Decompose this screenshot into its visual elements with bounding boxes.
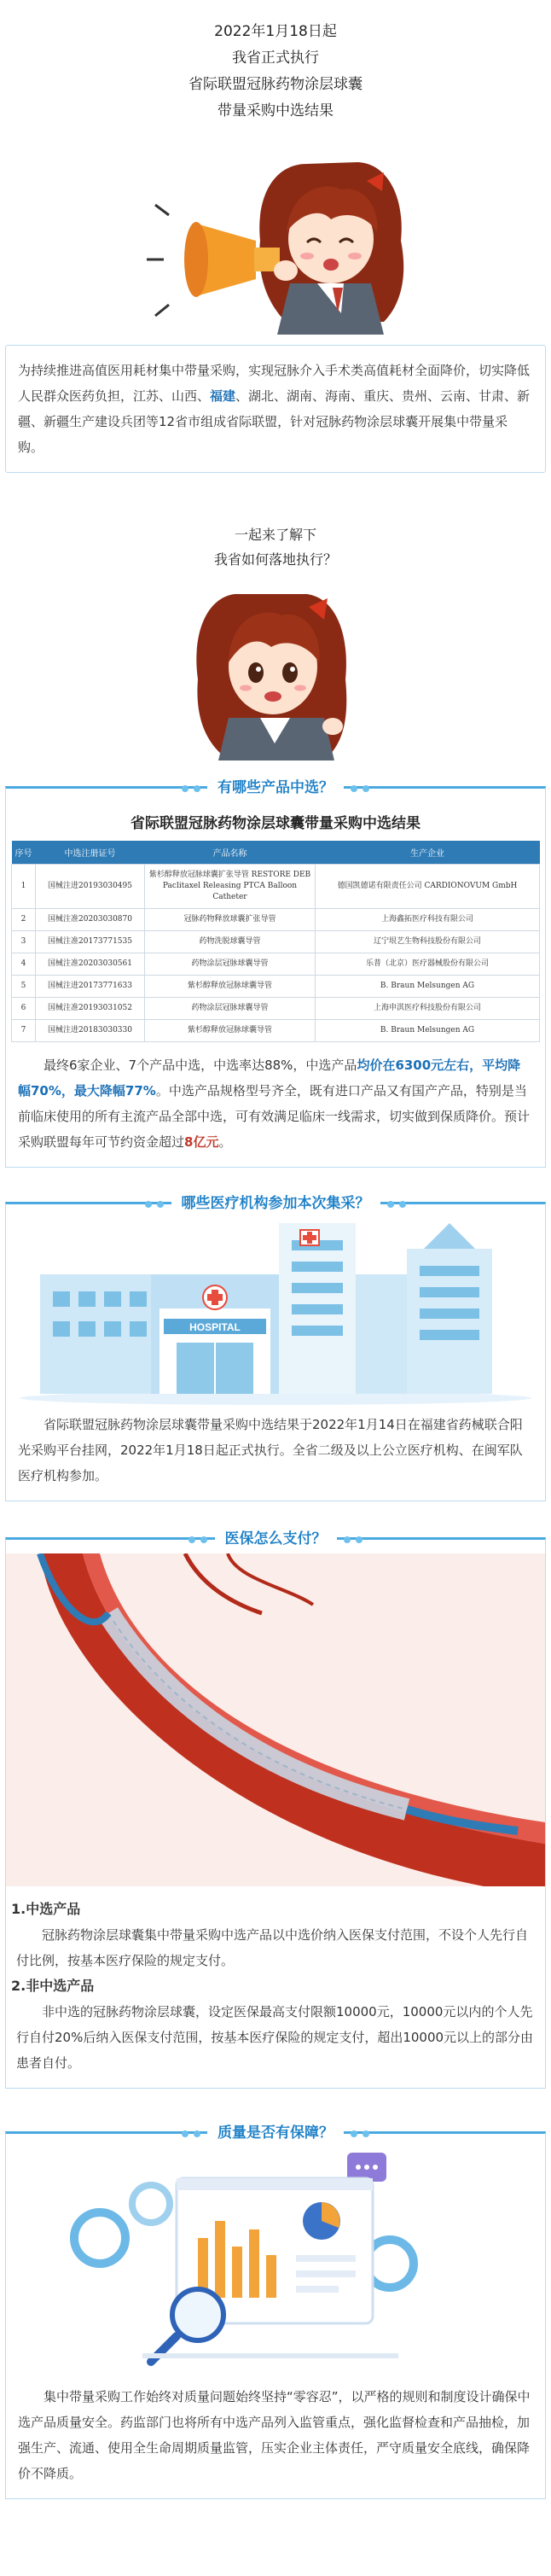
heading-dot-icon [157, 1201, 164, 1208]
products-para-a: 最终6家企业、7个产品中选，中选率达88%，中选产品 [44, 1058, 357, 1073]
table-cell: 国械注进20193030495 [36, 865, 145, 909]
cartoon-girl-megaphone-illustration [0, 130, 551, 343]
heading-dot-icon [194, 785, 200, 792]
table-row [12, 1020, 540, 1042]
table-cell: 2 [12, 909, 36, 931]
heading-dot-icon [145, 1201, 152, 1208]
together-line-2: 我省如何落地执行？ [213, 551, 337, 568]
summary-box [5, 345, 546, 473]
balloon-catheter-illustration [6, 1553, 545, 1886]
institutions-heading [6, 1192, 545, 1215]
table-cell: 药物洗脱球囊导管 [145, 931, 316, 953]
intro-line-3: 省际联盟冠脉药物涂层球囊 [188, 76, 362, 93]
summary-text-1: 为持续推进高值医用耗材集中带量采购，实现冠脉介入手术类高值耗材全面降价，切实降低人民群众医药负担，江苏、山西、 [18, 363, 531, 404]
table-header-cell: 产品名称 [145, 841, 316, 865]
heading-dot-icon [200, 1536, 207, 1543]
cartoon-girl-megaphone [0, 130, 551, 343]
institutions-paragraph [6, 1412, 545, 1489]
table-cell: 1 [12, 865, 36, 909]
table-cell: 紫杉醇释放冠脉球囊扩张导管 RESTORE DEB Paclitaxel Releasing PTCA Balloon Catheter [145, 865, 316, 909]
intro-line-2: 我省正式执行 [232, 50, 319, 67]
balloon-catheter-image [6, 1553, 545, 1886]
table-cell: 4 [12, 953, 36, 976]
table-cell: 国械注准20203030870 [36, 909, 145, 931]
insurance-content [6, 1897, 545, 2076]
heading-dot-icon [182, 2130, 188, 2137]
result-table [11, 804, 540, 1042]
table-cell: 6 [12, 998, 36, 1020]
heading-dot-icon [344, 1536, 351, 1543]
hospital-illustration [6, 1215, 545, 1407]
products-heading-label: 有哪些产品中选？ [207, 777, 344, 799]
products-para-highlight: 均价在6300元左右，平均降幅70%，最大降幅77% [18, 1058, 521, 1099]
heading-dot-icon [351, 2130, 357, 2137]
table-cell: 冠脉药物释放球囊扩张导管 [145, 909, 316, 931]
quality-heading [6, 2122, 545, 2144]
heading-dot-icon [399, 1201, 406, 1208]
intro-line-1: 2022年1月18日起 [214, 23, 337, 40]
products-para-b: 。中选产品规格型号齐全，既有进口产品又有国产产品，特别是当前临床使用的所有主流产品全部中选，可有效满足临床一线需求，切实做到保质降价。预计采购联盟每年可节约资金超过 [18, 1083, 531, 1150]
table-row [12, 998, 540, 1020]
insurance-label-1: 1.中选产品 [11, 1901, 81, 1917]
result-table-title: 省际联盟冠脉药物涂层球囊带量采购中选结果 [130, 815, 420, 832]
table-cell: B. Braun Melsungen AG [316, 1020, 540, 1042]
table-cell: 国械注进20173771633 [36, 976, 145, 998]
quality-heading-label: 质量是否有保障？ [207, 2122, 344, 2144]
table-cell: 3 [12, 931, 36, 953]
heading-dot-icon [194, 2130, 200, 2137]
quality-para: 集中带量采购工作始终对质量问题始终坚持“零容忍”，以严格的规则和制度设计确保中选产品质量安全。药监部门也将所有中选产品列入监管重点，强化监督检查和产品抽检，加强生产、流通、使用全生命周期质量监管，压实企业主体责任，严守质量安全底线，确保降价不降质。 [18, 2389, 531, 2481]
products-paragraph [6, 1052, 545, 1155]
summary-text-2: 、湖北、湖南、海南、重庆、贵州、云南、甘肃、新疆、新疆生产建设兵团等12省市组成省际联盟，针对冠脉药物涂层球囊开展集中带量采购。 [18, 388, 531, 455]
table-cell: 紫杉醇释放冠脉球囊导管 [145, 1020, 316, 1042]
heading-dot-icon [362, 785, 369, 792]
together-line-1: 一起来了解下 [234, 527, 316, 543]
heading-dot-icon [356, 1536, 362, 1543]
table-cell: 上海鑫拓医疗科技有限公司 [316, 909, 540, 931]
insurance-para-2: 非中选的冠脉药物涂层球囊，设定医保最高支付限额10000元，10000元以内的个人先行自付20%后纳入医保支付范围，按基本医疗保险的规定支付，超出10000元以上的部分由患者自付。 [16, 2004, 534, 2071]
table-header-row [12, 841, 540, 865]
institutions-para: 省际联盟冠脉药物涂层球囊带量采购中选结果于2022年1月14日在福建省药械联合阳光采购平台挂网，2022年1月18日起正式执行。全省二级及以上公立医疗机构、在闽军队医疗机构参加。 [18, 1417, 523, 1483]
table-cell: 国械注准20173771535 [36, 931, 145, 953]
heading-dot-icon [362, 2130, 369, 2137]
products-section [5, 779, 546, 1168]
quality-section [5, 2124, 546, 2499]
insurance-para-1: 冠脉药物涂层球囊集中带量采购中选产品以中选价纳入医保支付范围，不设个人先行自付比例，按基本医疗保险的规定支付。 [16, 1927, 529, 1968]
insurance-section [5, 1530, 546, 2089]
heading-dot-icon [387, 1201, 394, 1208]
table-row [12, 976, 540, 998]
hospital-building-illustration [6, 1215, 545, 1407]
institutions-heading-label: 哪些医疗机构参加本次集采？ [171, 1192, 380, 1215]
table-cell: 德国凯德诺有限责任公司 CARDIONOVUM GmbH [316, 865, 540, 909]
insurance-heading [6, 1528, 545, 1550]
intro-title [0, 0, 551, 125]
cartoon-girl-pointing-illustration [0, 577, 551, 761]
table-header-cell: 序号 [12, 841, 36, 865]
table-header-cell: 中选注册证号 [36, 841, 145, 865]
products-heading [6, 777, 545, 799]
institutions-section [5, 1195, 546, 1501]
products-para-end: 。 [218, 1134, 232, 1150]
table-cell: 上海申淇医疗科技股份有限公司 [316, 998, 540, 1020]
heading-dot-icon [182, 785, 188, 792]
quality-illustration [6, 2144, 545, 2379]
insurance-label-2: 2.非中选产品 [11, 1978, 95, 1994]
table-header-cell: 生产企业 [316, 841, 540, 865]
table-cell: 5 [12, 976, 36, 998]
quality-paragraph [6, 2384, 545, 2486]
insurance-heading-label: 医保怎么支付？ [215, 1528, 337, 1550]
quality-dashboard-illustration [6, 2144, 545, 2379]
table-cell: 国械注准20203030561 [36, 953, 145, 976]
table-row [12, 909, 540, 931]
table-cell: 乐普（北京）医疗器械股份有限公司 [316, 953, 540, 976]
table-row [12, 953, 540, 976]
cartoon-girl-pointing [0, 577, 551, 761]
table-cell: 国械注准20193031052 [36, 998, 145, 1020]
intro-line-4: 带量采购中选结果 [218, 102, 334, 119]
table-cell: 药物涂层冠脉球囊导管 [145, 953, 316, 976]
table-cell: B. Braun Melsungen AG [316, 976, 540, 998]
table-row [12, 931, 540, 953]
products-para-red: 8亿元 [184, 1134, 219, 1150]
table-cell: 辽宁垠艺生物科技股份有限公司 [316, 931, 540, 953]
heading-dot-icon [351, 785, 357, 792]
table-cell: 药物涂层冠脉球囊导管 [145, 998, 316, 1020]
summary-fujian: 福建 [210, 388, 236, 404]
table-cell: 7 [12, 1020, 36, 1042]
heading-dot-icon [188, 1536, 195, 1543]
table-row [12, 865, 540, 909]
table-cell: 国械注进20183030330 [36, 1020, 145, 1042]
hospital-sign: HOSPITAL [189, 1321, 241, 1333]
together-text [0, 522, 551, 572]
table-cell: 紫杉醇释放冠脉球囊导管 [145, 976, 316, 998]
